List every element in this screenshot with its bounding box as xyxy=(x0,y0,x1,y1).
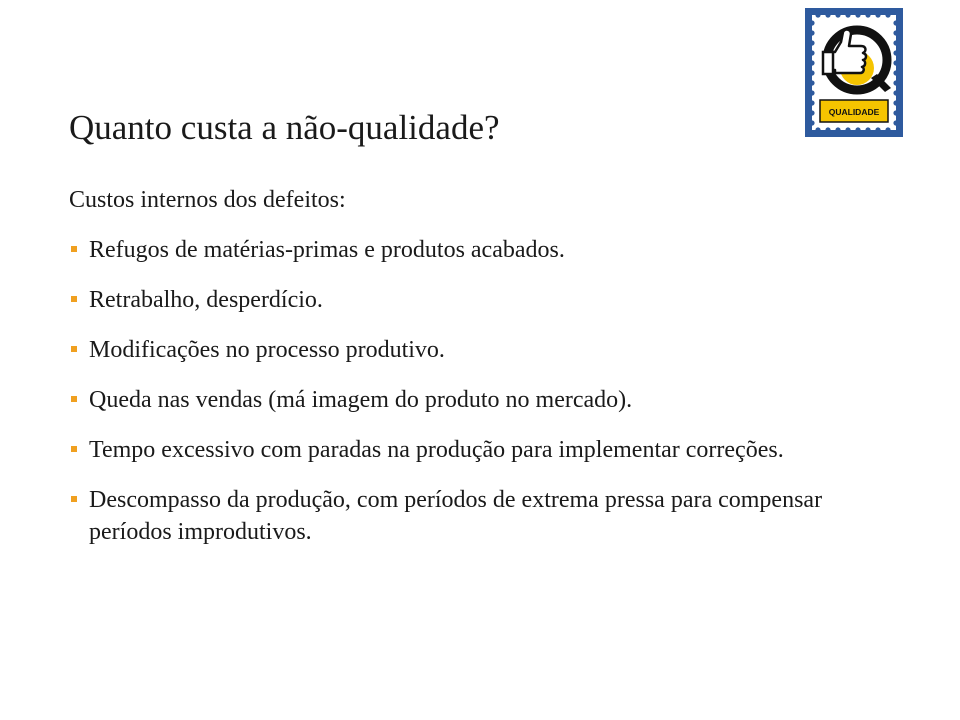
slide-title: Quanto custa a não-qualidade? xyxy=(69,108,500,147)
bullet-text: Retrabalho, desperdício. xyxy=(89,287,323,313)
bullet-item xyxy=(69,284,829,316)
bullet-item xyxy=(69,434,829,466)
square-bullet-icon xyxy=(71,296,77,302)
logo-label: QUALIDADE xyxy=(828,107,880,117)
slide-intro: Custos internos dos defeitos: xyxy=(69,187,346,213)
quality-stamp-logo xyxy=(805,8,903,137)
square-bullet-icon xyxy=(71,396,77,402)
bullet-text: Modificações no processo produtivo. xyxy=(89,337,445,363)
bullet-item xyxy=(69,484,829,548)
square-bullet-icon xyxy=(71,446,77,452)
thumbs-up-quality-stamp-icon xyxy=(805,8,903,137)
bullet-item xyxy=(69,384,829,416)
bullet-text: Refugos de matérias-primas e produtos acabados. xyxy=(89,237,565,263)
square-bullet-icon xyxy=(71,346,77,352)
square-bullet-icon xyxy=(71,246,77,252)
square-bullet-icon xyxy=(71,496,77,502)
bullet-text: Queda nas vendas (má imagem do produto no mercado). xyxy=(89,387,633,413)
bullet-item xyxy=(69,234,829,266)
bullet-text: Tempo excessivo com paradas na produção para implementar correções. xyxy=(89,437,784,463)
bullet-item xyxy=(69,334,829,366)
bullet-text: Descompasso da produção, com períodos de extrema pressa para compensar períodos improdutivos. xyxy=(89,487,823,545)
bullet-list xyxy=(69,234,829,548)
